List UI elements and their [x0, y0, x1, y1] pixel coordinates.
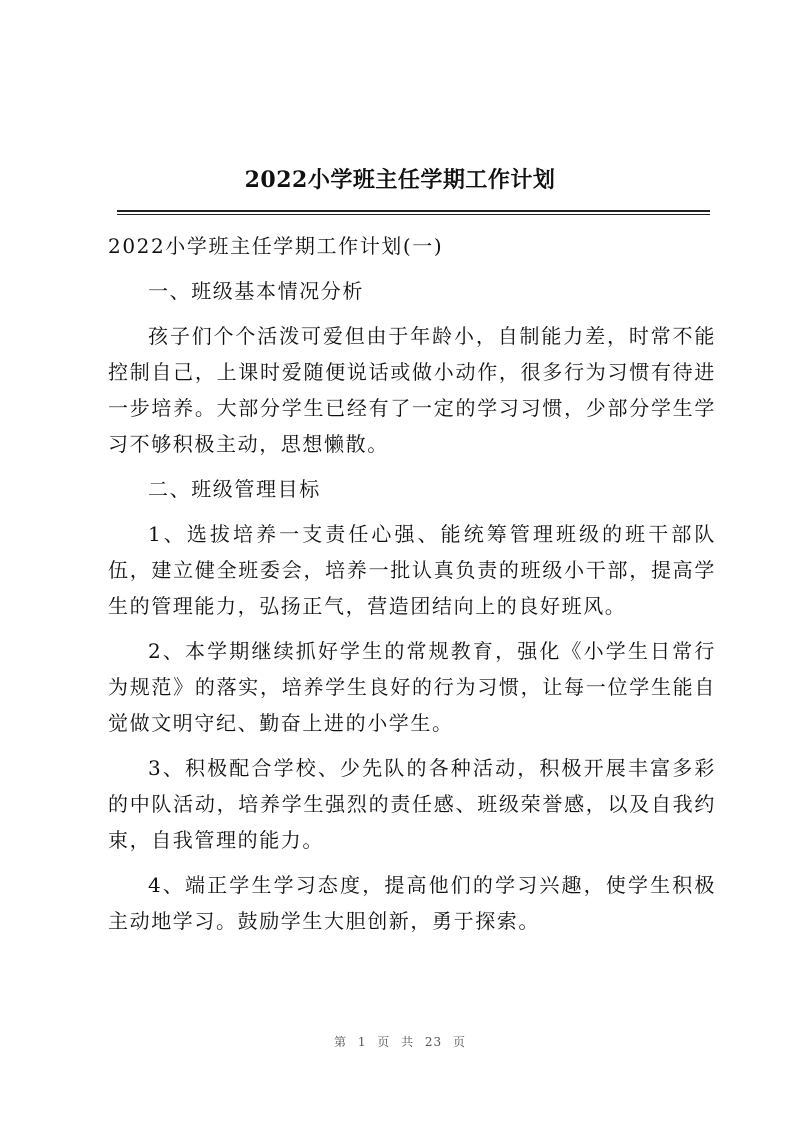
subheading-management-goals: 二、班级管理目标 — [148, 477, 321, 501]
paragraph-goal-3: 3、积极配合学校、少先队的各种活动，积极开展丰富多彩的中队活动，培养学生强烈的责任感、班级荣誉感，以及自我约束，自我管理的能力。 — [108, 756, 716, 852]
paragraph-goal-2: 2、本学期继续抓好学生的常规教育，强化《小学生日常行为规范》的落实，培养学生良好的行为习惯，让每一位学生能自觉做文明守纪、勤奋上进的小学生。 — [108, 639, 716, 735]
title-divider — [117, 210, 710, 215]
paragraph-class-analysis: 孩子们个个活泼可爱但由于年龄小，自制能力差，时常不能控制自己，上课时爱随便说话或做小动作，很多行为习惯有待进一步培养。大部分学生已经有了一定的学习习惯，少部分学生学习不够积极主动，思想懒散。 — [108, 324, 716, 456]
paragraph-goal-4: 4、端正学生学习态度，提高他们的学习兴趣，使学生积极主动地学习。鼓励学生大胆创新，勇于探索。 — [108, 873, 716, 933]
page-title: 2022小学班主任学期工作计划 — [244, 167, 556, 193]
document-body — [108, 228, 716, 939]
subheading-class-analysis: 一、班级基本情况分析 — [148, 279, 364, 303]
paragraph-goal-1: 1、选拔培养一支责任心强、能统筹管理班级的班干部队伍，建立健全班委会，培养一批认真负责的班级小干部，提高学生的管理能力，弘扬正气，营造团结向上的良好班风。 — [108, 522, 716, 618]
section-heading: 2022小学班主任学期工作计划(一) — [108, 234, 444, 258]
page-number-footer: 第 1 页 共 23 页 — [334, 1035, 466, 1049]
